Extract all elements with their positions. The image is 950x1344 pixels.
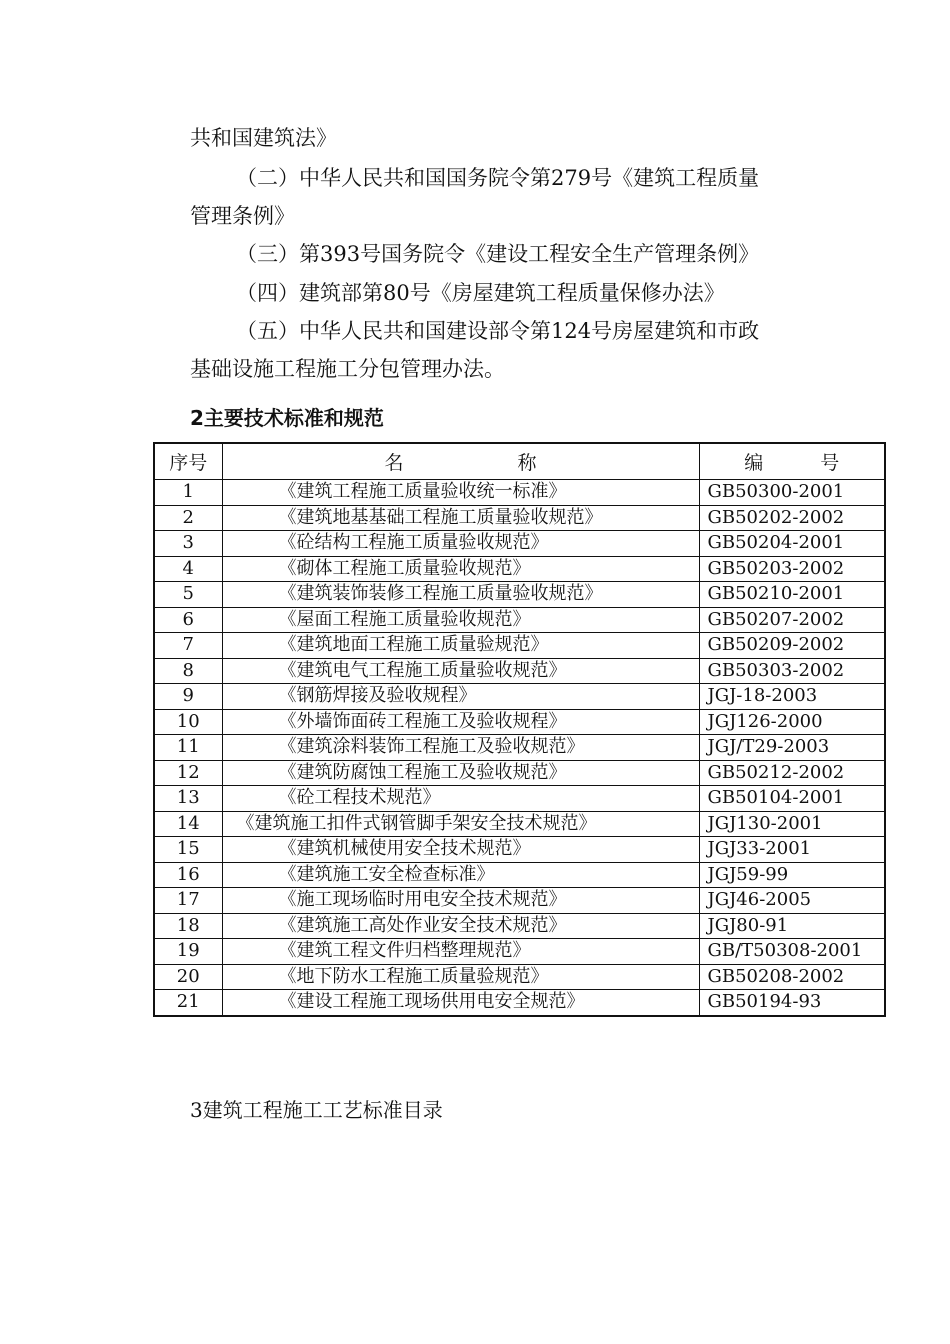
standard-name <box>222 658 699 684</box>
row-number: 12 <box>154 760 222 786</box>
table-row <box>154 990 885 1016</box>
standard-name-text: 《建筑涂料装饰工程施工及验收规范》 <box>278 736 585 758</box>
row-number: 16 <box>154 862 222 888</box>
row-number: 14 <box>154 811 222 837</box>
standard-name-text: 《建筑工程施工质量验收统一标准》 <box>278 481 567 503</box>
standard-name-text: 《建筑施工扣件式钢管脚手架安全技术规范》 <box>236 812 597 834</box>
standard-name <box>222 480 699 506</box>
row-number: 8 <box>154 658 222 684</box>
table-row <box>154 607 885 633</box>
standard-name-text: 《建筑工程文件归档整理规范》 <box>278 940 531 962</box>
table-row <box>154 837 885 863</box>
table-row <box>154 760 885 786</box>
standard-name <box>222 990 699 1016</box>
paragraph-line: 管理条例》 <box>190 204 295 228</box>
standard-name <box>222 735 699 761</box>
standard-code: GB50209-2002 <box>699 633 885 659</box>
standard-name-text: 《建筑地面工程施工质量验规范》 <box>278 634 549 656</box>
standard-name <box>222 582 699 608</box>
paragraph-line: （五）中华人民共和国建设部令第124号房屋建筑和市政 <box>236 319 760 343</box>
standard-name <box>222 888 699 914</box>
paragraph-line: （四）建筑部第80号《房屋建筑工程质量保修办法》 <box>236 281 725 305</box>
standard-name <box>222 760 699 786</box>
paragraph-line: （二）中华人民共和国国务院令第279号《建筑工程质量 <box>236 166 760 190</box>
standard-name-text: 《外墙饰面砖工程施工及验收规程》 <box>278 710 567 732</box>
standard-code: JGJ80-91 <box>699 913 885 939</box>
row-number: 15 <box>154 837 222 863</box>
row-number: 1 <box>154 480 222 506</box>
row-number: 7 <box>154 633 222 659</box>
standard-name <box>222 556 699 582</box>
table-row <box>154 658 885 684</box>
row-number: 21 <box>154 990 222 1016</box>
standard-code: GB50303-2002 <box>699 658 885 684</box>
standard-code: GB50104-2001 <box>699 786 885 812</box>
standard-name-text: 《建设工程施工现场供用电安全规范》 <box>278 991 585 1013</box>
standard-code: GB50210-2001 <box>699 582 885 608</box>
column-header-number: 序号 <box>154 443 222 480</box>
paragraph-line: 共和国建筑法》 <box>190 126 337 150</box>
table-row <box>154 964 885 990</box>
standard-code: GB50208-2002 <box>699 964 885 990</box>
row-number: 2 <box>154 505 222 531</box>
table-row <box>154 913 885 939</box>
standard-code: GB50300-2001 <box>699 480 885 506</box>
standard-code: GB50202-2002 <box>699 505 885 531</box>
standard-name <box>222 913 699 939</box>
standard-name <box>222 837 699 863</box>
paragraph-line: 基础设施工程施工分包管理办法。 <box>190 357 505 381</box>
row-number: 5 <box>154 582 222 608</box>
standard-code: JGJ46-2005 <box>699 888 885 914</box>
standard-name-text: 《钢筋焊接及验收规程》 <box>278 685 477 707</box>
table-row <box>154 582 885 608</box>
table-row <box>154 684 885 710</box>
section-heading: 3建筑工程施工工艺标准目录 <box>190 1098 443 1122</box>
standard-name <box>222 964 699 990</box>
standard-code: GB50207-2002 <box>699 607 885 633</box>
standard-name <box>222 607 699 633</box>
table-row <box>154 633 885 659</box>
row-number: 18 <box>154 913 222 939</box>
standard-name <box>222 786 699 812</box>
standard-name <box>222 684 699 710</box>
table-row <box>154 862 885 888</box>
table-row <box>154 735 885 761</box>
table-row <box>154 505 885 531</box>
table-row <box>154 888 885 914</box>
row-number: 20 <box>154 964 222 990</box>
table-row <box>154 709 885 735</box>
row-number: 9 <box>154 684 222 710</box>
standard-name-text: 《建筑电气工程施工质量验收规范》 <box>278 659 567 681</box>
standard-name <box>222 811 699 837</box>
section-heading: 2主要技术标准和规范 <box>190 406 384 430</box>
table-row <box>154 531 885 557</box>
standard-code: JGJ33-2001 <box>699 837 885 863</box>
paragraph-line: （三）第393号国务院令《建设工程安全生产管理条例》 <box>236 242 760 266</box>
standard-code: JGJ/T29-2003 <box>699 735 885 761</box>
standard-code: GB50204-2001 <box>699 531 885 557</box>
standard-name <box>222 633 699 659</box>
standard-code: JGJ-18-2003 <box>699 684 885 710</box>
table-row <box>154 939 885 965</box>
table-row <box>154 811 885 837</box>
standard-name-text: 《建筑施工高处作业安全技术规范》 <box>278 914 567 936</box>
standard-code: GB50203-2002 <box>699 556 885 582</box>
standard-code: GB50212-2002 <box>699 760 885 786</box>
row-number: 6 <box>154 607 222 633</box>
column-header-name: 名 称 <box>222 443 699 480</box>
standard-code: JGJ59-99 <box>699 862 885 888</box>
standard-code: JGJ130-2001 <box>699 811 885 837</box>
row-number: 4 <box>154 556 222 582</box>
standard-name-text: 《施工现场临时用电安全技术规范》 <box>278 889 567 911</box>
standard-code: GB/T50308-2001 <box>699 939 885 965</box>
row-number: 13 <box>154 786 222 812</box>
standard-code: JGJ126-2000 <box>699 709 885 735</box>
standard-name-text: 《屋面工程施工质量验收规范》 <box>278 608 531 630</box>
standard-name <box>222 862 699 888</box>
row-number: 11 <box>154 735 222 761</box>
column-header-code: 编 号 <box>699 443 885 480</box>
standard-name-text: 《地下防水工程施工质量验规范》 <box>278 965 549 987</box>
standard-name-text: 《建筑施工安全检查标准》 <box>278 863 495 885</box>
row-number: 10 <box>154 709 222 735</box>
standard-name <box>222 709 699 735</box>
table-row <box>154 786 885 812</box>
row-number: 17 <box>154 888 222 914</box>
standard-name-text: 《建筑机械使用安全技术规范》 <box>278 838 531 860</box>
standard-name-text: 《建筑地基基础工程施工质量验收规范》 <box>278 506 603 528</box>
table-row <box>154 480 885 506</box>
standard-name <box>222 505 699 531</box>
standard-name-text: 《砼结构工程施工质量验收规范》 <box>278 532 549 554</box>
row-number: 3 <box>154 531 222 557</box>
standards-table <box>153 442 886 1017</box>
standard-name-text: 《建筑装饰装修工程施工质量验收规范》 <box>278 583 603 605</box>
standard-name-text: 《建筑防腐蚀工程施工及验收规范》 <box>278 761 567 783</box>
row-number: 19 <box>154 939 222 965</box>
standard-name-text: 《砼工程技术规范》 <box>278 787 441 809</box>
table-row <box>154 556 885 582</box>
standard-name <box>222 531 699 557</box>
table-header-row <box>154 443 885 480</box>
standard-code: GB50194-93 <box>699 990 885 1016</box>
standard-name-text: 《砌体工程施工质量验收规范》 <box>278 557 531 579</box>
standard-name <box>222 939 699 965</box>
